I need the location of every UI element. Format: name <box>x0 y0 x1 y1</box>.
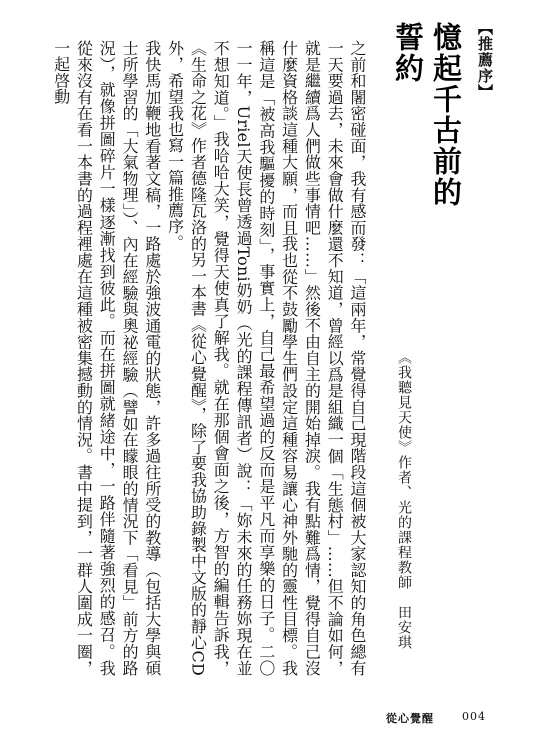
section-tag: 【推薦序】 <box>476 20 494 100</box>
page-number: 004 <box>462 710 486 723</box>
paragraph-2: 我快馬加鞭地看著文稿，一路處於強波通電的狀態，許多過往所受的教導（包括大學與碩士所學習的「大氣物理」）、內在經驗與奧祕經驗（譬如在矇眼的情況下「看見」前方的路況），就像拼圖碎片一樣逐漸找到彼此。而在拼圖就緒途中，一路伴隨著強烈的感召。我從來沒有在看一本書的過程裡處在這種被密集撼動的情況。書中提到，一群人圍成一圈，一起啓動 <box>51 40 162 676</box>
body-text <box>26 40 368 676</box>
author-byline: 《我聽見天使》作者、光的課程教師 田安琪 <box>396 350 412 650</box>
footer-book-title: 從心覺醒 <box>386 712 434 725</box>
page-title: 憶起千古前的誓約 <box>391 22 463 208</box>
paragraph-1: 之前和闍密碰面，我有感而發：「這兩年，常覺得自己現階段這個被大家認知的角色總有一天要過去，未來會做什麼還不知道，曾經以爲是組織一個「生態村」……但不論如何，就是繼續爲人們做些事情吧……」然後不由自主的開始掉淚。我有點難爲情，覺得自己沒什麼資格談這種大願，而且我也從不鼓勵學生們設定這種容易讓心神外馳的靈性目標。我稱這是「被高我驅擾的時刻」，事實上，自己最希望過的反而是平凡而享樂的日子。二〇一一年，Uriel天使長曾透過Toni奶奶（光的課程傳訊者）說：「妳未來的任務妳現在並不想知道。」我哈哈大笑，覺得天使真了解我。就在那個會面之後，方智的編輯告訴我，《生命之花》作者德隆瓦洛的另一本書《從心覺醒》，除了要我協助錄製中文版的靜心CD外，希望我也寫一篇推薦序。 <box>165 40 367 676</box>
page-footer <box>386 710 526 726</box>
